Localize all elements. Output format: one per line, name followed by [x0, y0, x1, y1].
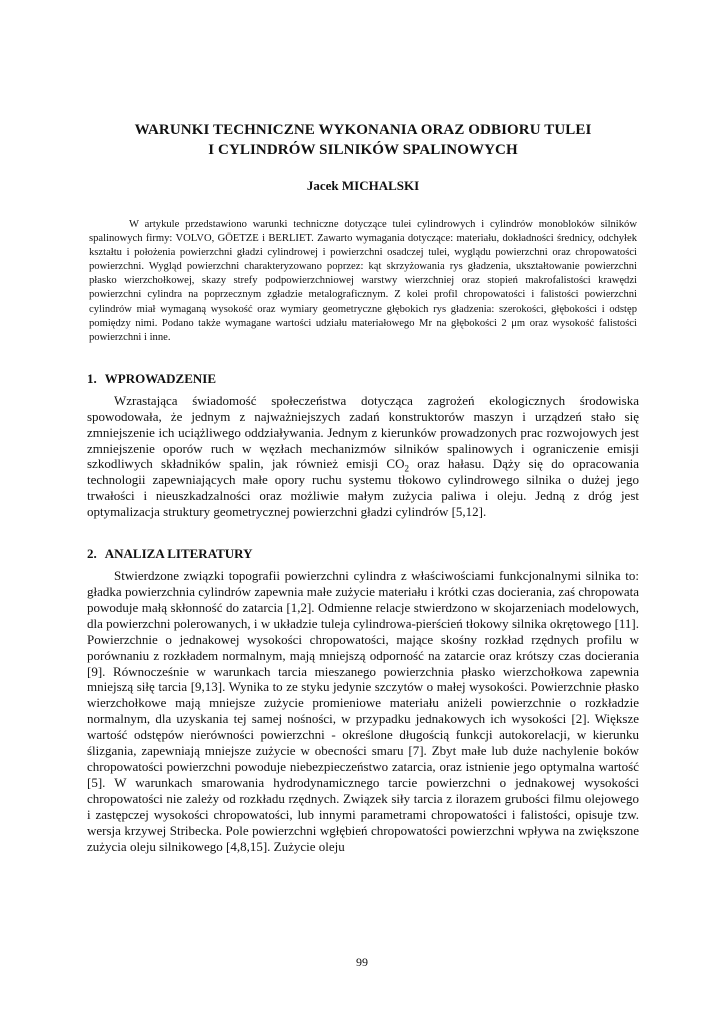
paragraph-text: oraz hałasu. Dąży się do opracowania technologii zapewniających małe opory ruchu systemu tłokowo cylindrowego silnika o dużej jego trwałości i nieuszkadzalności oraz możliwie małym zużycia paliwa i oleju. Jedną z dróg jest optymalizacja struktury geometrycznej powierzchni gładzi cylindrów [5,12]. [87, 456, 639, 520]
subscript: 2 [404, 464, 409, 475]
section-number: 1. [87, 370, 97, 386]
section-heading-1 [87, 371, 639, 387]
paper-title [87, 120, 639, 160]
paragraph-text: Wzrastająca świadomość społeczeństwa dotycząca zagrożeń ekologicznych środowiska spowodowała, że jednym z najważniejszych zadań konstruktorów maszyn i urządzeń stało się zmniejszenie ich uciążliwego oddziaływania. Jednym z kierunków prowadzonych prac rozwojowych jest zmniejszenie oporów ruch w węzłach mechanizmów silników spalinowych i ograniczenie emisji szkodliwych składników spalin, jak również emisji CO [87, 392, 639, 472]
section-number: 2. [87, 546, 97, 562]
author-name: Jacek MICHALSKI [306, 178, 420, 193]
title-line-2: I CYLINDRÓW SILNIKÓW SPALINOWYCH [208, 142, 518, 158]
page-number: 99 [356, 955, 368, 969]
abstract: W artykule przedstawiono warunki techniczne dotyczące tulei cylindrowych i cylindrów monobloków silników spalinowych firmy: VOLVO, GÖETZE i BERLIET. Zawarto wymagania dotyczące: materiału, dokładności średnicy, odchyłek kształtu i położenia powierzchni gładzi cylindrowej i powierzchni osadczej tulei, wyglądu powierzchni oraz chropowatości powierzchni. Wygląd powierzchni charakteryzowano poprzez: kąt skrzyżowania rys gładzenia, ukształtowanie powierzchni płasko wierzchołkowej, skazy strefy podpowierzchniowej warstwy wierzchniej oraz stopień makrofalistości krawędzi powierzchni cylindra na poprzecznym zgładzie metalograficznym. Z kolei profil chropowatości i falistości powierzchni cylindrów miał wymaganą wysokość oraz wymiary geometryczne głębokich rys gładzenia: szerokości, głębokości i odstęp pomiędzy nimi. Podano także wymagane wartości udziału materiałowego Mr na głębokości 2 μm oraz wysokość falistości powierzchni i inne. [89, 219, 637, 343]
section-2-paragraph: Stwierdzone związki topografii powierzchni cylindra z właściwościami funkcjonalnymi silnika to: gładka powierzchnia cylindrów zapewnia małe zużycie materiału i krótki czas docierania, zaś chropowata powoduje małą skłonność do zatarcia [1,2]. Odmienne relacje stwierdzono w skojarzeniach modelowych, dla powierzchni polerowanych, i w układzie tuleja cylindrowa-pierścień tłokowy silnika okrętowego [11]. Powierzchnie o jednakowej wysokości chropowatości, mające skośny rozkład rzędnych profilu w porównaniu z rozkładem normalnym, mają mniejszą odporność na zatarcie oraz krótszy czas docierania [9]. Równocześnie w warunkach tarcia mieszanego powierzchnia płasko wierzchołkowa zapewnia mniejszą siłę tarcia [9,13]. Wynika to ze styku jedynie szczytów o małej wysokości. Powierzchnie płasko wierzchołkowe mają mniejsze zużycie promieniowe materiału aniżeli powierzchnie o rozkładzie normalnym, dla uzyskania tej samej nośności, w przypadku jednakowych ich wysokości [2]. Większe wartość odstępów nierówności powierzchni - określone długością funkcji autokorelacji, w kierunku ślizgania, zapewniają mniejsze zużycie w obecności smaru [7]. Zbyt małe lub duże nachylenie boków chropowatości powierzchni powoduje niebezpieczeństwo zatarcia, oraz istnienie jego optymalna wartość [5]. W warunkach smarowania hydrodynamicznego tarcie powierzchni o jednakowej wysokości chropowatości nie zależy od rozkładu rzędnych. Związek siły tarcia z ilorazem grubości filmu olejowego i zastępczej wysokości chropowatości, lub innymi parametrami chropowatości i falistości, opisuje tzw. wersja krzywej Stribecka. Pole powierzchni wgłębień chropowatości powierzchni wpływa na zwiększone zużycia oleju silnikowego [4,8,15]. Zużycie oleju [87, 568, 639, 854]
section-heading-2 [87, 546, 639, 562]
paper-page [87, 120, 639, 854]
title-line-1: WARUNKI TECHNICZNE WYKONANIA ORAZ ODBIORU TULEI [134, 122, 592, 138]
section-title: ANALIZA LITERATURY [104, 546, 253, 562]
section-1-paragraph [87, 393, 639, 520]
section-title: WPROWADZENIE [104, 370, 216, 386]
